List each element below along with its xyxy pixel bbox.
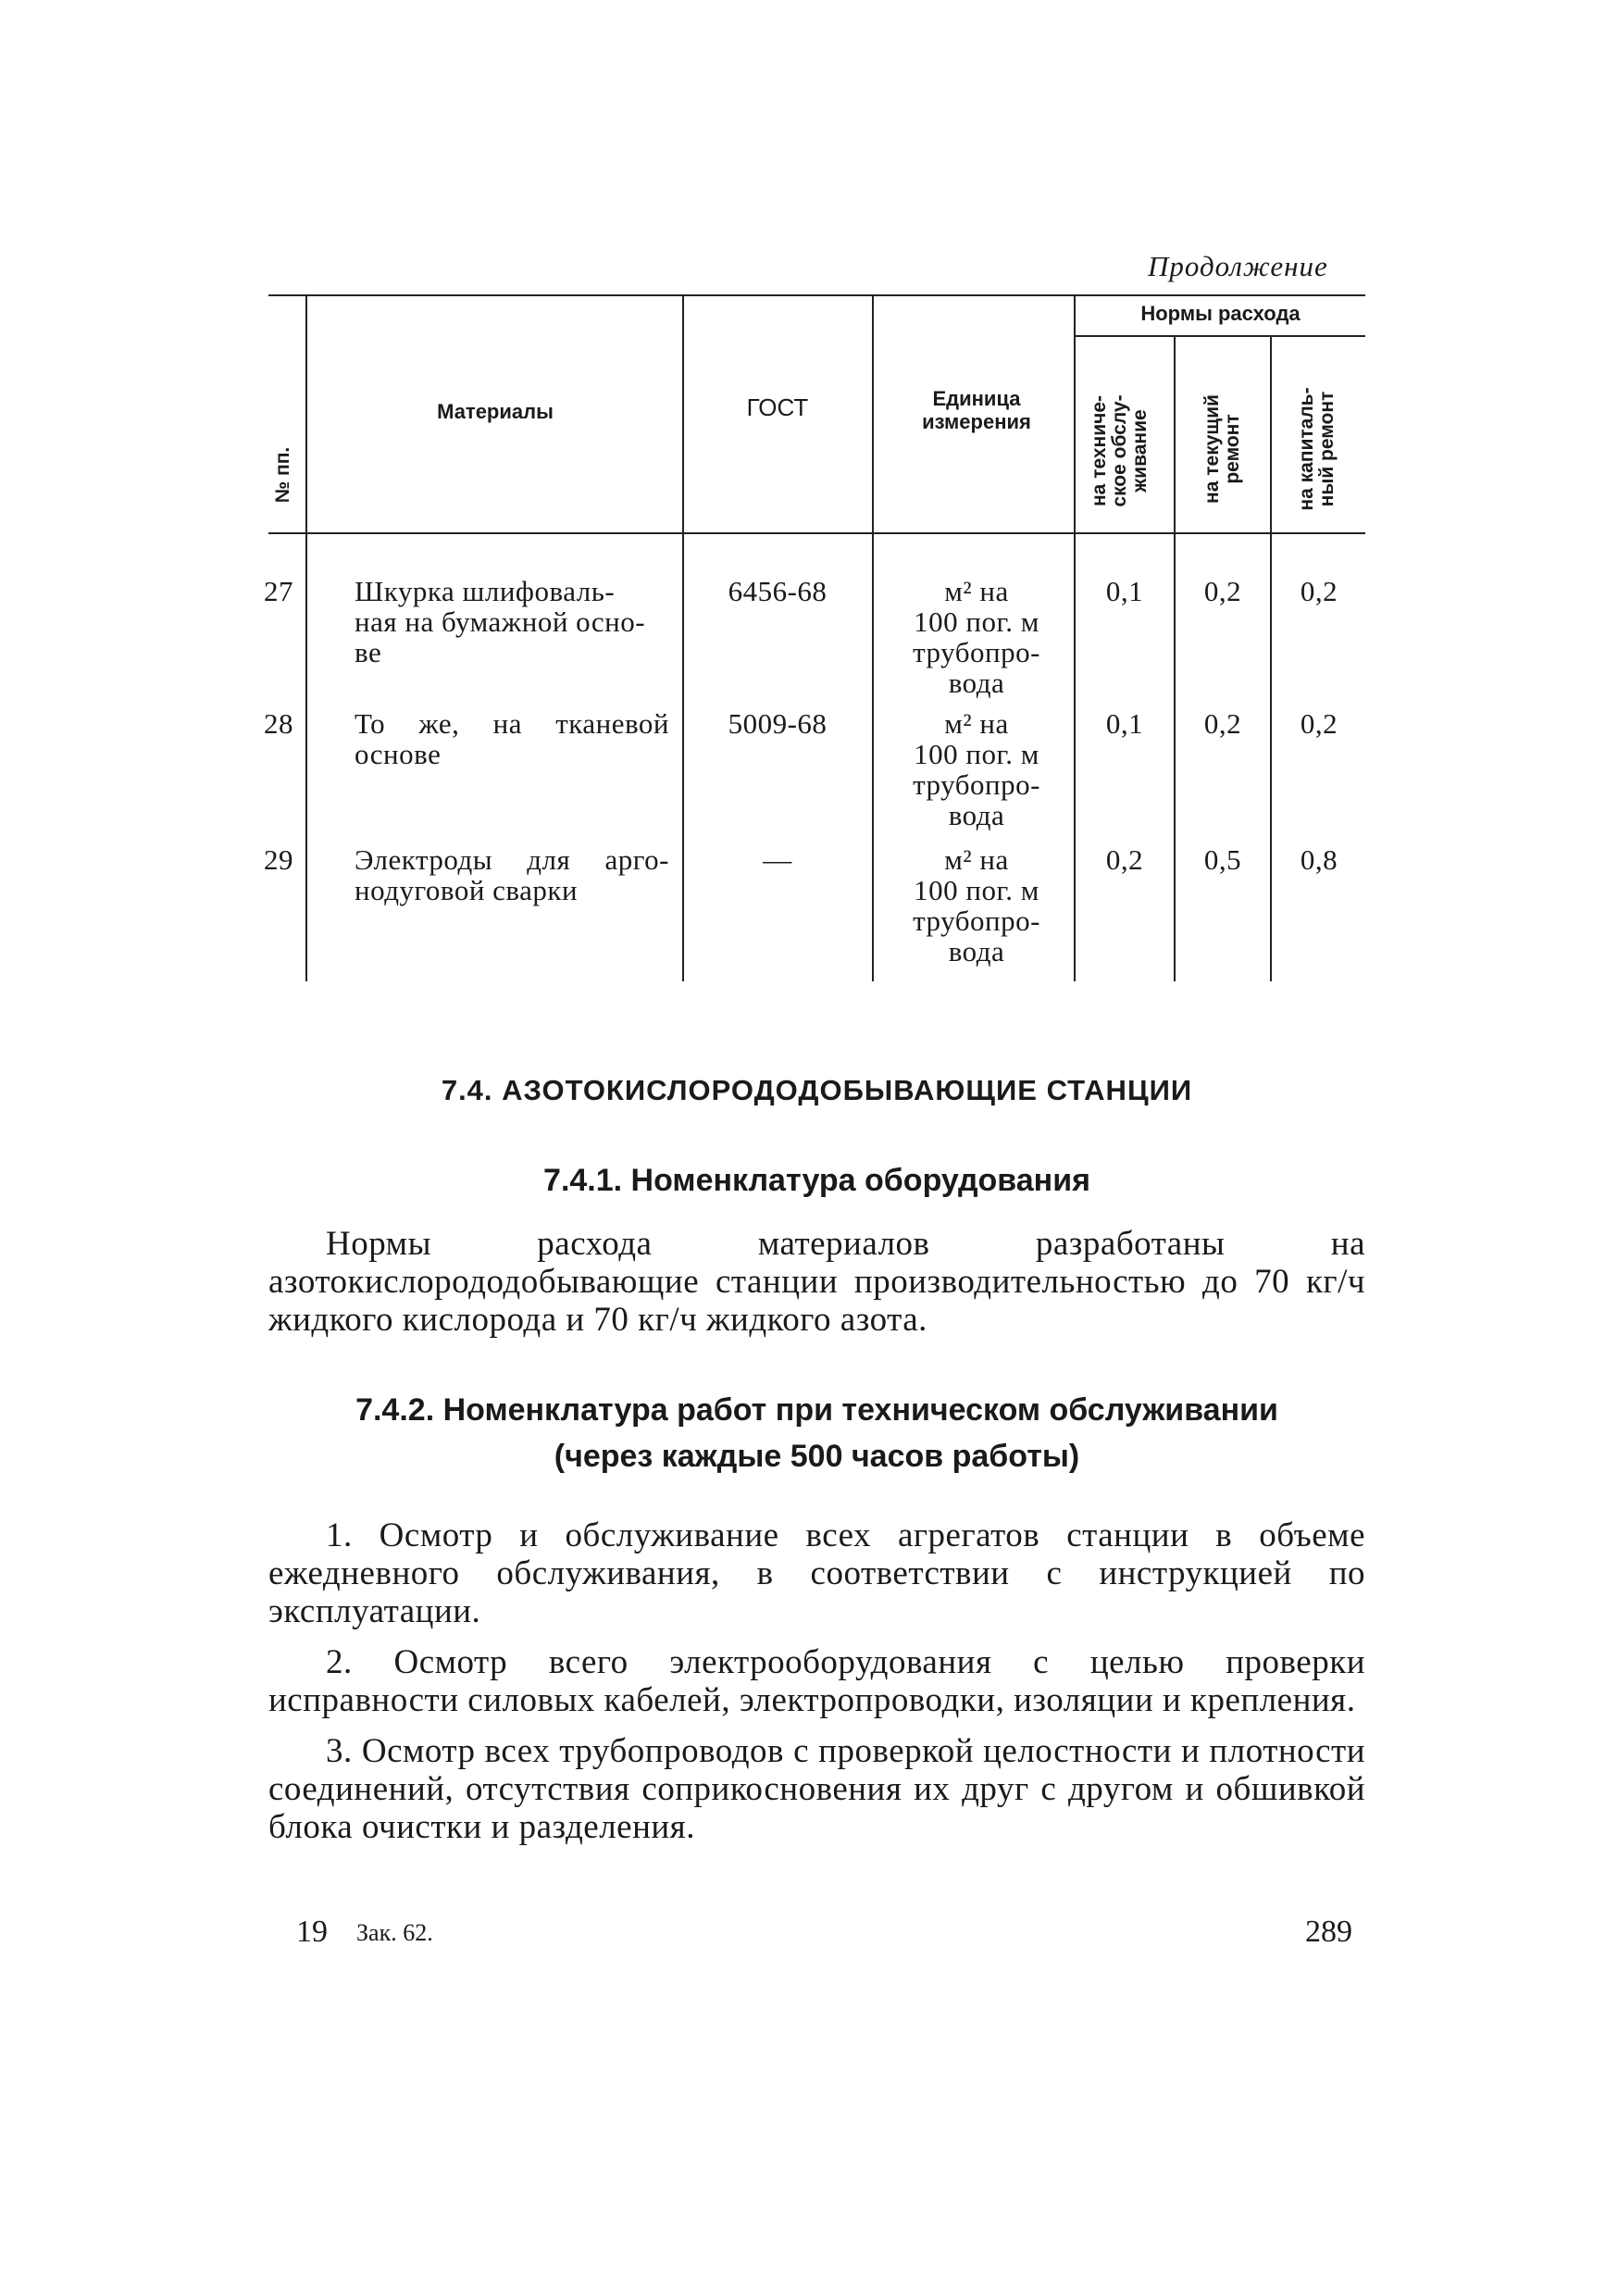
header-tech-line-3: живание (1129, 409, 1151, 493)
row-material (355, 844, 669, 905)
unit-line: 100 пог. м (914, 738, 1039, 770)
col-divider-unit (1074, 294, 1076, 981)
col-divider-material (682, 294, 684, 981)
signature-mark: 19 (296, 1915, 328, 1949)
material-line: ная на бумажной осно- (355, 605, 646, 638)
row-material (355, 576, 669, 668)
header-bottom-rule (268, 532, 1365, 534)
page-number: 289 (1305, 1915, 1352, 1949)
material-line: нодуговой сварки (355, 874, 579, 906)
header-current-line-2: ремонт (1222, 414, 1243, 484)
unit-line: вода (948, 667, 1005, 699)
norms-group-rule (1074, 335, 1365, 337)
header-num: № пп. (272, 446, 293, 504)
row-gost: 6456-68 (728, 575, 828, 607)
subsection-1-heading: 7.4.1. Номенклатура оборудования (543, 1163, 1090, 1198)
unit-line: м² на (944, 707, 1009, 740)
col-divider-current (1270, 335, 1272, 981)
header-current-repair (1202, 369, 1249, 529)
header-tech-service (1089, 371, 1158, 530)
row-number: 27 (264, 575, 293, 607)
row-gost: — (763, 843, 792, 876)
row-number: 29 (264, 843, 293, 876)
header-tech-line-2: ское обслу- (1109, 394, 1130, 507)
row-unit (889, 844, 1064, 967)
row-unit (889, 708, 1064, 830)
subsection-2-heading-line-2: (через каждые 500 часов работы) (554, 1439, 1080, 1474)
header-current-line-1: на текущий (1201, 394, 1223, 504)
col-divider-tech (1174, 335, 1176, 981)
material-line: То же, на тканевой (355, 707, 669, 740)
header-norms-group: Нормы расхода (1140, 302, 1301, 325)
work-items-list (268, 1516, 1365, 1846)
material-line: ве (355, 636, 382, 668)
material-line: Электроды для арго- (355, 843, 669, 876)
continued-label: Продолжение (1148, 250, 1328, 282)
col-divider-num (305, 294, 307, 981)
row-unit (889, 576, 1064, 698)
unit-line: 100 пог. м (914, 874, 1039, 906)
header-capital-line-1: на капиталь- (1296, 387, 1317, 511)
unit-line: 100 пог. м (914, 605, 1039, 638)
unit-line: вода (948, 799, 1005, 831)
header-unit: Единица измерения (922, 387, 1031, 433)
header-tech-line-1: на техниче- (1089, 394, 1110, 507)
row-current-value: 0,2 (1203, 707, 1242, 740)
header-gost: ГОСТ (746, 393, 809, 421)
list-item: 2. Осмотр всего электрооборудования с целью проверки исправности силовых кабелей, электропроводки, изоляции и крепления. (268, 1643, 1365, 1719)
row-tech-value: 0,2 (1105, 843, 1144, 876)
header-capital-repair (1297, 369, 1343, 529)
unit-line: м² на (944, 575, 1009, 607)
row-capital-value: 0,8 (1300, 843, 1338, 876)
subsection-2-heading-line-1: 7.4.2. Номенклатура работ при техническом обслуживании (355, 1392, 1278, 1428)
row-current-value: 0,5 (1203, 843, 1242, 876)
row-gost: 5009-68 (728, 707, 828, 740)
row-tech-value: 0,1 (1105, 575, 1144, 607)
material-line: Шкурка шлифоваль- (355, 575, 616, 607)
section-heading: 7.4. АЗОТОКИСЛОРОДОДОБЫВАЮЩИЕ СТАНЦИИ (441, 1074, 1193, 1106)
header-materials: Материалы (437, 400, 554, 423)
row-current-value: 0,2 (1203, 575, 1242, 607)
order-number: Зак. 62. (356, 1919, 433, 1946)
unit-line: трубопро- (913, 636, 1040, 668)
row-number: 28 (264, 707, 293, 740)
list-item: 3. Осмотр всех трубопроводов с проверкой целостности и плотности соединений, отсутствия соприкосновения их друг с другом и обшивкой блока очистки и разделения. (268, 1732, 1365, 1846)
subsection-1-paragraph: Нормы расхода материалов разработаны на азотокислорододобывающие станции производительностью до 70 кг/ч жидкого кислорода и 70 кг/ч жидкого азота. (268, 1225, 1365, 1339)
col-divider-gost (872, 294, 874, 981)
list-item: 1. Осмотр и обслуживание всех агрегатов станции в объеме ежедневного обслуживания, в соответствии с инструкцией по эксплуатации. (268, 1516, 1365, 1630)
table-top-rule (268, 294, 1365, 296)
unit-line: трубопро- (913, 768, 1040, 801)
row-tech-value: 0,1 (1105, 707, 1144, 740)
unit-line: вода (948, 935, 1005, 967)
unit-line: м² на (944, 843, 1009, 876)
material-line: основе (355, 738, 442, 770)
unit-line: трубопро- (913, 905, 1040, 937)
row-capital-value: 0,2 (1300, 575, 1338, 607)
header-capital-line-2: ный ремонт (1316, 391, 1338, 507)
row-material (355, 708, 669, 769)
subsection-2-heading (268, 1387, 1365, 1479)
row-capital-value: 0,2 (1300, 707, 1338, 740)
